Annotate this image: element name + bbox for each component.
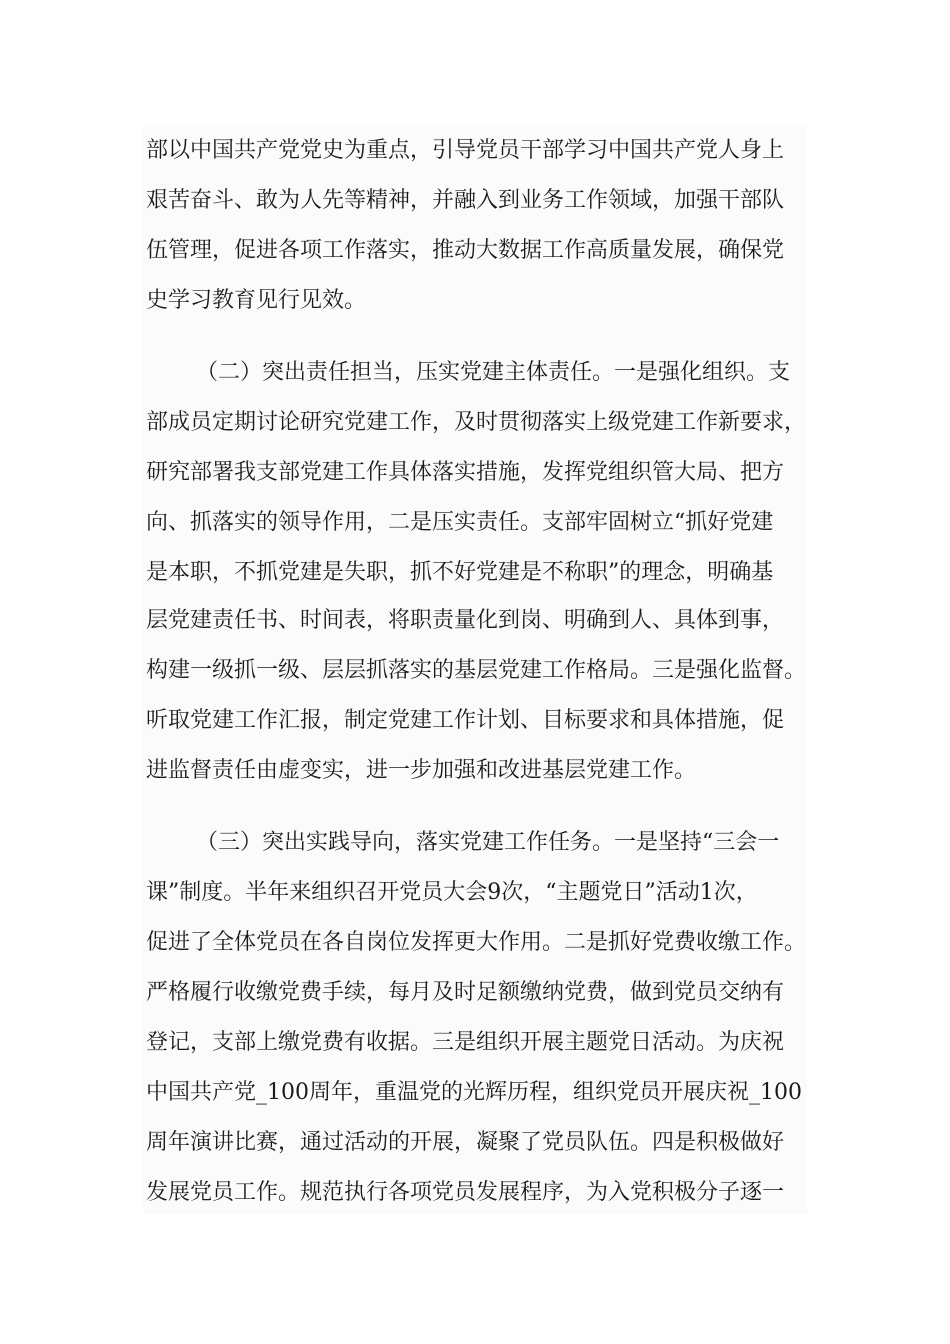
paragraph-line: 周年演讲比赛，通过活动的开展，凝聚了党员队伍。四是积极做好 (146, 1130, 785, 1155)
paragraph-line: 课”制度。半年来组织召开党员大会9次，“主题党日”活动1次， (146, 880, 758, 905)
paragraph-line: 研究部署我支部党建工作具体落实措施，发挥党组织管大局、把方 (146, 460, 785, 485)
paragraph-line: 促进了全体党员在各自岗位发挥更大作用。二是抓好党费收缴工作。 (146, 930, 807, 955)
paragraph-line: 构建一级抓一级、层层抓落实的基层党建工作格局。三是强化监督。 (146, 658, 807, 683)
paragraph-line: 艰苦奋斗、敢为人先等精神，并融入到业务工作领域，加强干部队 (146, 188, 785, 213)
paragraph-line: 部以中国共产党党史为重点，引导党员干部学习中国共产党人身上 (146, 138, 785, 163)
paragraph-line: 向、抓落实的领导作用，二是压实责任。支部牢固树立“抓好党建 (146, 510, 774, 535)
paragraph-line: 层党建责任书、时间表，将职责量化到岗、明确到人、具体到事， (146, 608, 785, 633)
paragraph-line: 发展党员工作。规范执行各项党员发展程序，为入党积极分子逐一 (146, 1180, 785, 1205)
paragraph-line: （三）突出实践导向，落实党建工作任务。一是坚持“三会一 (196, 830, 780, 855)
paragraph-line: 部成员定期讨论研究党建工作，及时贯彻落实上级党建工作新要求， (146, 410, 807, 435)
paragraph-line: 中国共产党_100周年，重温党的光辉历程，组织党员开展庆祝_100 (146, 1080, 802, 1105)
paragraph-line: 进监督责任由虚变实，进一步加强和改进基层党建工作。 (146, 758, 697, 783)
paragraph-line: 登记，支部上缴党费有收据。三是组织开展主题党日活动。为庆祝 (146, 1030, 785, 1055)
paragraph-line: 是本职，不抓党建是失职，抓不好党建是不称职”的理念，明确基 (146, 560, 774, 585)
paragraph-line: 史学习教育见行见效。 (146, 288, 367, 313)
paragraph-line: 严格履行收缴党费手续，每月及时足额缴纳党费，做到党员交纳有 (146, 980, 785, 1005)
paragraph-line: 听取党建工作汇报，制定党建工作计划、目标要求和具体措施，促 (146, 708, 785, 733)
paragraph-line: 伍管理，促进各项工作落实，推动大数据工作高质量发展，确保党 (146, 238, 785, 263)
paragraph-line: （二）突出责任担当，压实党建主体责任。一是强化组织。支 (196, 360, 791, 385)
